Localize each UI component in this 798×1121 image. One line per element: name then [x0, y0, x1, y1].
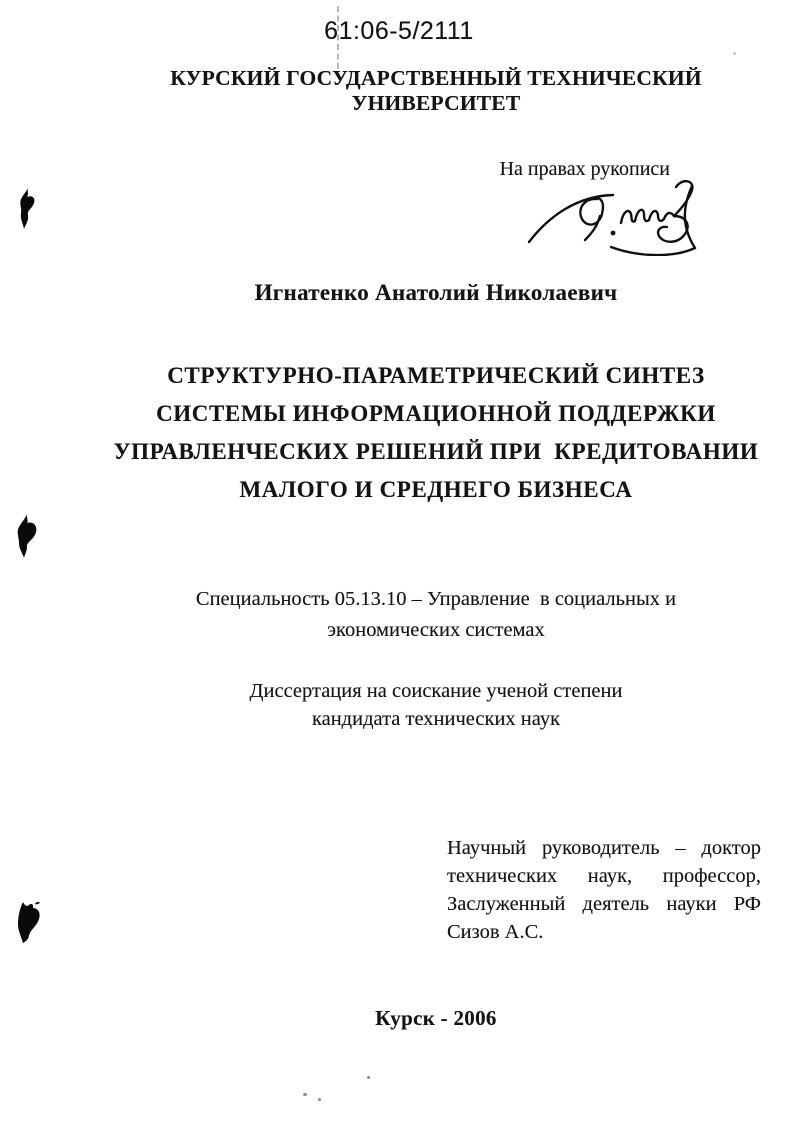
degree-line-1: Диссертация на соискание ученой степени [249, 680, 623, 702]
scan-speckle [367, 1076, 370, 1079]
ink-blot-icon [13, 900, 45, 944]
degree-line-2: кандидата технических наук [311, 708, 561, 730]
advisor-line-1: Научный руководитель – доктор [447, 837, 761, 859]
city-year: Курск - 2006 [375, 1006, 497, 1030]
scan-speckle [303, 1093, 307, 1096]
specialty-block [112, 584, 760, 646]
ink-blot-icon [16, 188, 42, 230]
handwritten-signature-icon [525, 176, 707, 256]
title-line-1: СТРУКТУРНО-ПАРАМЕТРИЧЕСКИЙ СИНТЕЗ [167, 363, 705, 388]
advisor-block [447, 834, 761, 946]
specialty-line-2: экономических системах [327, 619, 545, 641]
title-line-2: СИСТЕМЫ ИНФОРМАЦИОННОЙ ПОДДЕРЖКИ [156, 401, 716, 426]
degree-block [112, 677, 760, 733]
scan-speckle [318, 1098, 321, 1101]
author-name: Игнатенко Анатолий Николаевич [254, 280, 618, 305]
title-line-3: УПРАВЛЕНЧЕСКИХ РЕШЕНИЙ ПРИ КРЕДИТОВАНИИ [113, 439, 759, 464]
title-line-4: МАЛОГО И СРЕДНЕГО БИЗНЕСА [239, 477, 633, 502]
scan-speckle [733, 52, 736, 55]
catalog-number: 61:06-5/2111 [324, 17, 474, 45]
dissertation-title [112, 363, 760, 515]
advisor-line-2: технических наук, профессор, [447, 865, 761, 887]
university-name: КУРСКИЙ ГОСУДАРСТВЕННЫЙ ТЕХНИЧЕСКИЙ УНИВЕРСИТЕТ [170, 66, 702, 115]
manuscript-note: На правах рукописи [499, 158, 670, 180]
specialty-line-1: Специальность 05.13.10 – Управление в социальных и [195, 588, 677, 610]
advisor-line-4: Сизов А.С. [447, 921, 544, 943]
advisor-line-3: Заслуженный деятель науки РФ [447, 893, 761, 915]
ink-blot-icon [13, 514, 41, 558]
